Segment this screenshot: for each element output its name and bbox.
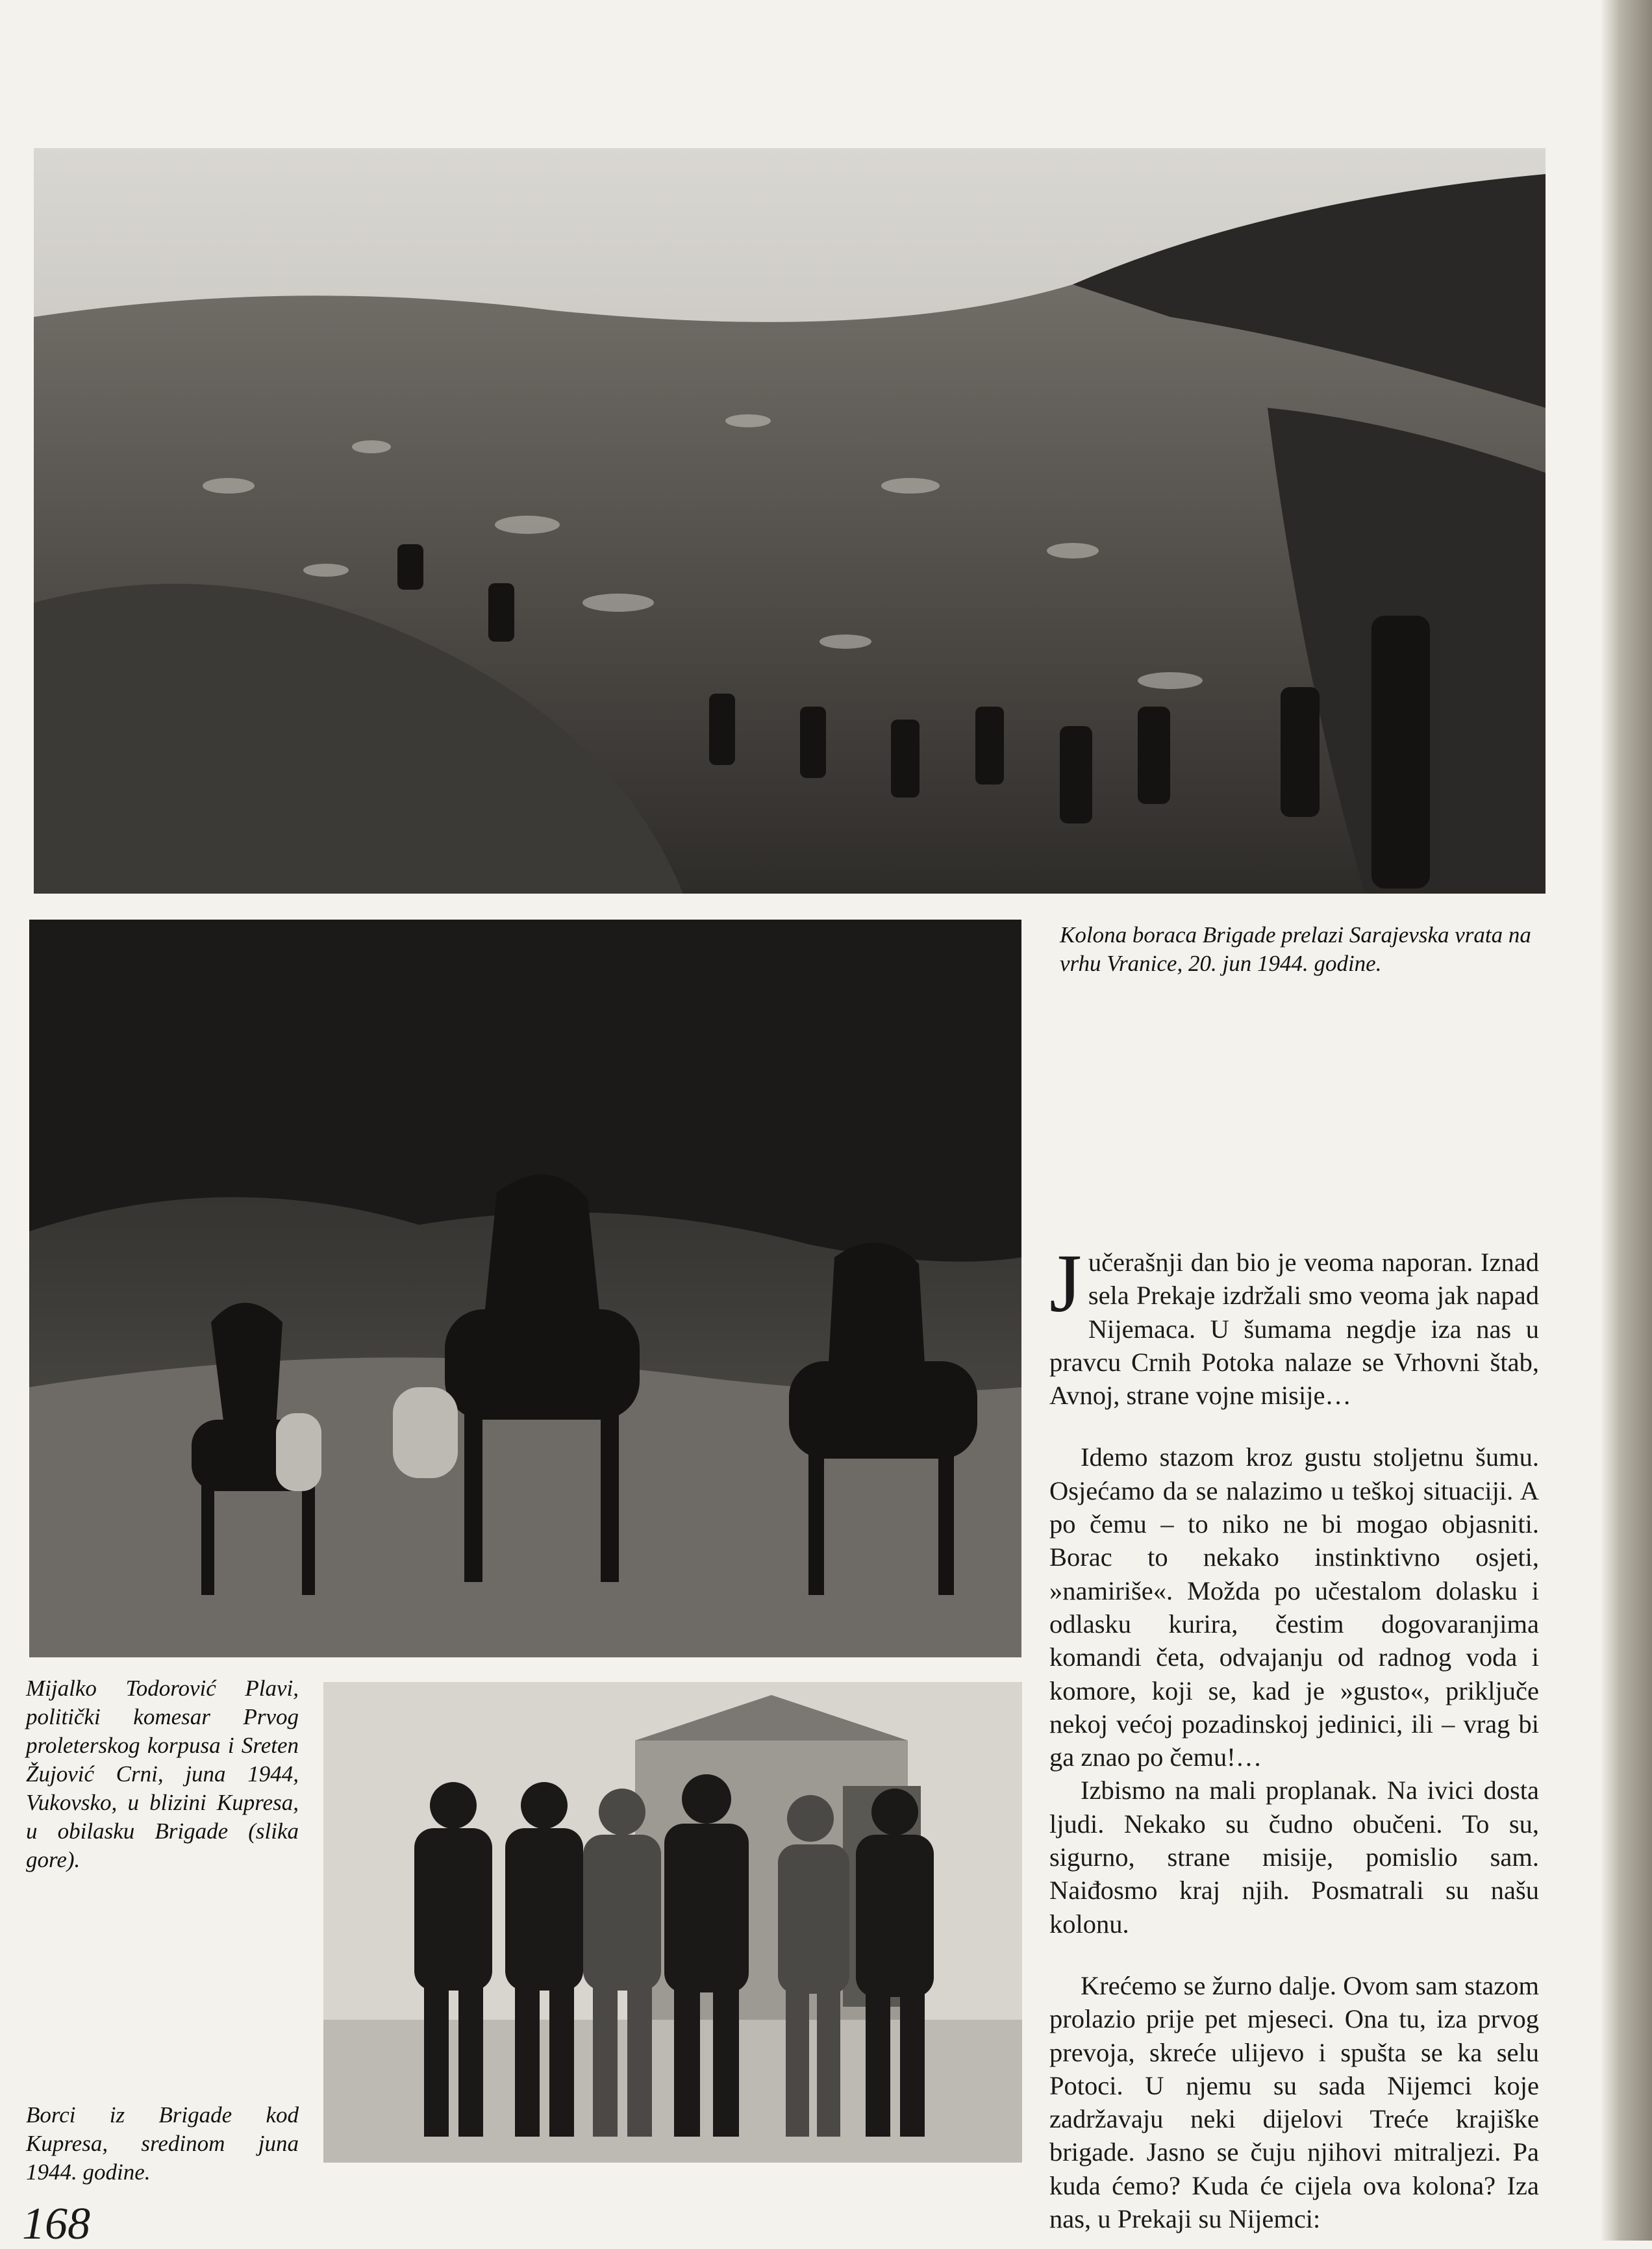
page-number: 168 — [22, 2199, 90, 2249]
paragraph-text: učerašnji dan bio je veoma naporan. Iznad sela Prekaje izdržali smo veoma jak napad Nijemaca. U šumama negdje iza nas u pravcu Crnih Potoka nalaze se Vrhovni štab, Avnoj, strane vojne misije… — [1049, 1248, 1539, 1411]
article-paragraph-3: Izbismo na mali proplanak. Na ivici dosta ljudi. Nekako su čudno obučeni. To su, sigurno, strane misije, pomislio sam. Naiđosmo kraj njih. Posmatrali su našu kolonu. — [1049, 1776, 1539, 1939]
article-paragraph-2: Idemo stazom kroz gustu stoljetnu šumu. Osjećamo da se nalazimo u teškoj situaciji. A po čemu – to niko ne bi mogao objasniti. Borac to nekako instinktivno osjeti, »namiriše«. Možda po učestalom dolasku i odlasku kurira, čestim dogovaranjima komandi četa, odvajanju od radnog voda i komore, koji se, kad je »gusto«, priključe nekoj većoj pozadinskoj jedinici, ili – vrag bi ga znao po čemu!… — [1049, 1442, 1539, 1772]
book-binding-edge — [1600, 0, 1652, 2241]
photo-riders-in-forest — [29, 920, 1021, 1657]
photo-fighters-group — [323, 1682, 1022, 2163]
caption-middle-photo: Mijalko Todorović Plavi, politički komesar Prvog proleterskog korpusa i Sreten Žujović Crni, juna 1944, Vukovsko, u blizini Kupresa, u obilasku Brigade (slika gore). — [26, 1676, 299, 1872]
caption-bottom-photo: Borci iz Brigade kod Kupresa, sredinom juna 1944. godine. — [26, 2102, 299, 2185]
article-paragraph-4: Krećemo se žurno dalje. Ovom sam stazom prolazio prije pet mjeseci. Ona tu, iza prvog prevoja, skreće ulijevo i spušta se ka selu Potoci. U njemu su sada Nijemci koje zadržavaju neki dijelovi Treće krajiške brigade. Jasno se čuju njihovi mitraljezi. Pa kuda ćemo? Kuda će cijela ova kolona? Iza nas, u Prekaji su Nijemci: — [1049, 1970, 1539, 2234]
article-body — [1049, 1237, 1539, 2235]
dropcap: J — [1049, 1237, 1082, 1329]
caption-top-photo: Kolona boraca Brigade prelazi Sarajevska vrata na vrhu Vranice, 20. jun 1944. godine. — [1060, 922, 1531, 976]
photo-column-on-mountain — [34, 148, 1546, 894]
article-paragraph-1 — [1049, 1237, 1539, 1412]
